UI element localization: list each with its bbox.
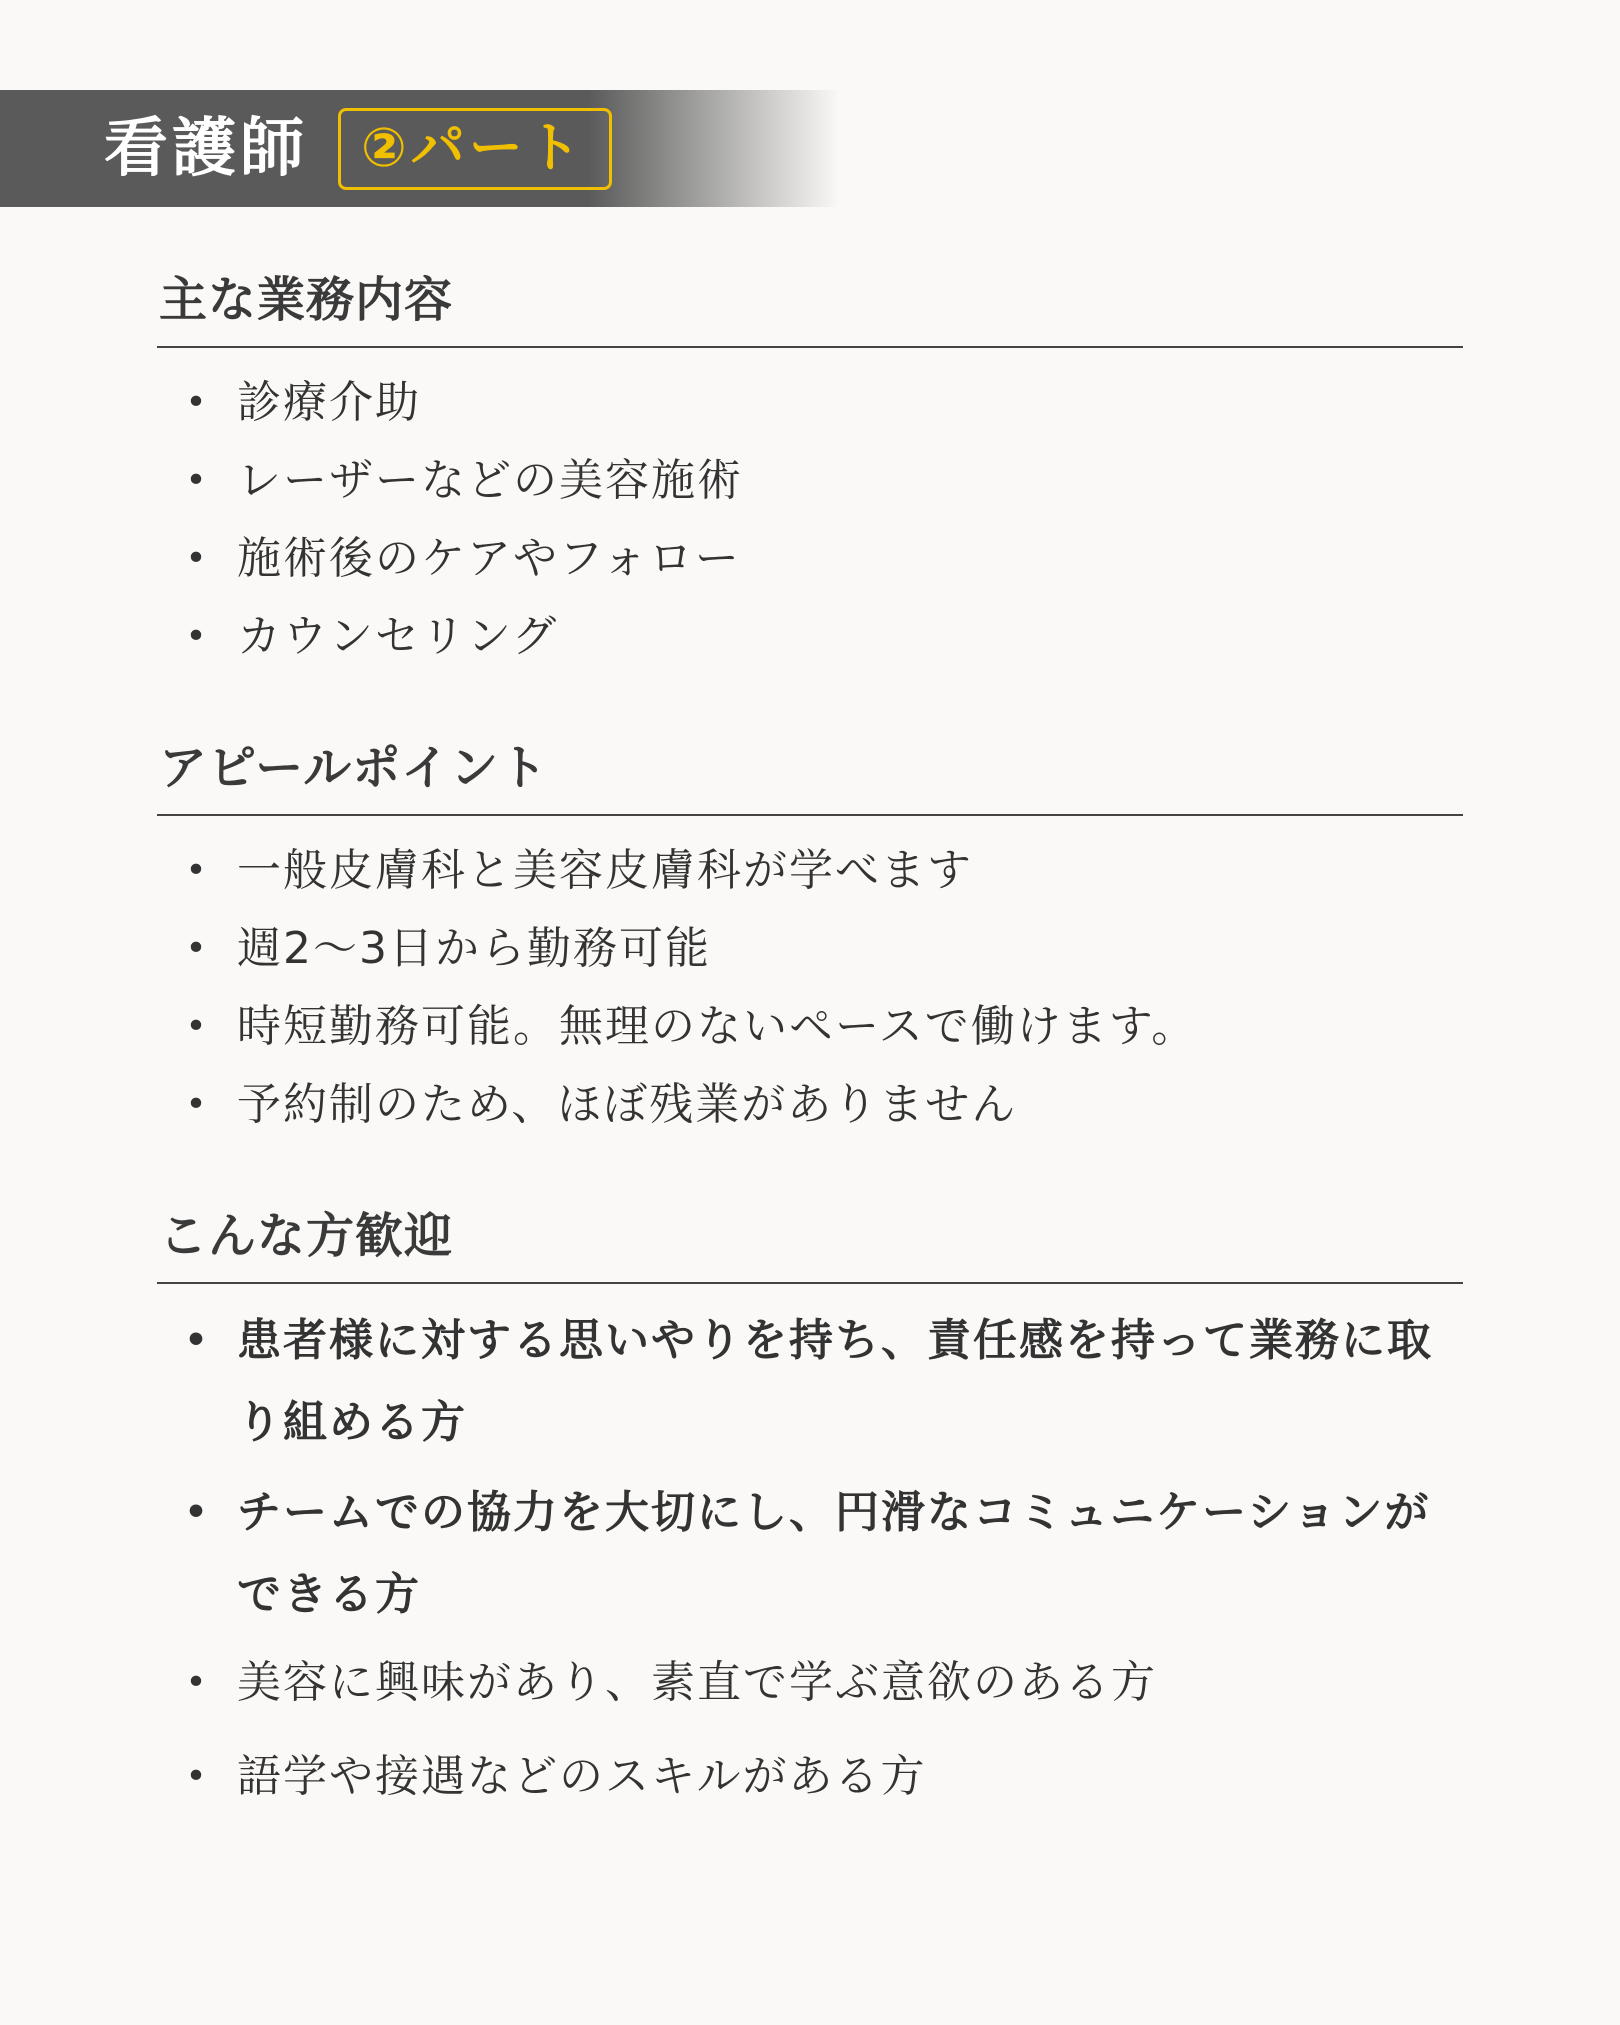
list-item bbox=[157, 1738, 1463, 1816]
list-item-text: チームでの協力を大切にし、円滑なコミュニケーションができる方 bbox=[237, 1487, 1431, 1620]
list-item bbox=[157, 988, 1463, 1066]
bullet-icon: • bbox=[185, 1756, 209, 1797]
list-item-text: 患者様に対する思いやりを持ち、責任感を持って業務に取り組める方 bbox=[237, 1315, 1433, 1448]
section-heading: 主な業務内容 bbox=[157, 270, 1463, 348]
list-item bbox=[157, 364, 1463, 442]
list-item bbox=[157, 598, 1463, 676]
bullet-icon: • bbox=[185, 928, 209, 969]
list-item bbox=[157, 1066, 1463, 1144]
page-title: 看護師 bbox=[104, 111, 308, 186]
welcome-list bbox=[157, 1284, 1463, 1816]
duties-list bbox=[157, 348, 1463, 676]
bullet-icon: • bbox=[185, 382, 209, 423]
bullet-icon: • bbox=[185, 538, 209, 579]
section-heading: アピールポイント bbox=[157, 738, 1463, 816]
list-item-text: 予約制のため、ほぼ残業がありません bbox=[237, 1079, 1018, 1130]
bullet-icon: • bbox=[185, 1006, 209, 1047]
list-item bbox=[157, 832, 1463, 910]
bullet-icon: • bbox=[185, 616, 209, 657]
employment-type-badge: ②パート bbox=[338, 108, 612, 190]
appeal-points-list bbox=[157, 816, 1463, 1144]
list-item-text: 時短勤務可能。無理のないペースで働けます。 bbox=[237, 1001, 1198, 1052]
list-item-text: レーザーなどの美容施術 bbox=[237, 455, 743, 506]
section-appeal-points bbox=[157, 738, 1463, 1144]
bullet-icon: • bbox=[184, 1320, 210, 1361]
main-content bbox=[157, 270, 1463, 1878]
bullet-icon: • bbox=[185, 850, 209, 891]
section-duties bbox=[157, 270, 1463, 676]
bullet-icon: • bbox=[185, 1662, 209, 1703]
list-item bbox=[157, 442, 1463, 520]
list-item bbox=[157, 910, 1463, 988]
section-welcome bbox=[157, 1206, 1463, 1816]
list-item bbox=[157, 1300, 1463, 1464]
list-item bbox=[157, 520, 1463, 598]
list-item-text: 一般皮膚科と美容皮膚科が学べます bbox=[237, 845, 973, 896]
title-band bbox=[0, 90, 840, 207]
list-item-text: 美容に興味があり、素直で学ぶ意欲のある方 bbox=[237, 1657, 1157, 1708]
section-heading: こんな方歓迎 bbox=[157, 1206, 1463, 1284]
list-item bbox=[157, 1644, 1463, 1722]
list-item-text: 診療介助 bbox=[237, 377, 421, 428]
bullet-icon: • bbox=[185, 1084, 209, 1125]
list-item-text: 施術後のケアやフォロー bbox=[237, 533, 741, 584]
list-item bbox=[157, 1472, 1463, 1636]
bullet-icon: • bbox=[184, 1492, 210, 1533]
bullet-icon: • bbox=[185, 460, 209, 501]
list-item-text: カウンセリング bbox=[237, 611, 559, 662]
list-item-text: 語学や接遇などのスキルがある方 bbox=[237, 1751, 927, 1802]
list-item-text: 週2〜3日から勤務可能 bbox=[237, 923, 711, 974]
